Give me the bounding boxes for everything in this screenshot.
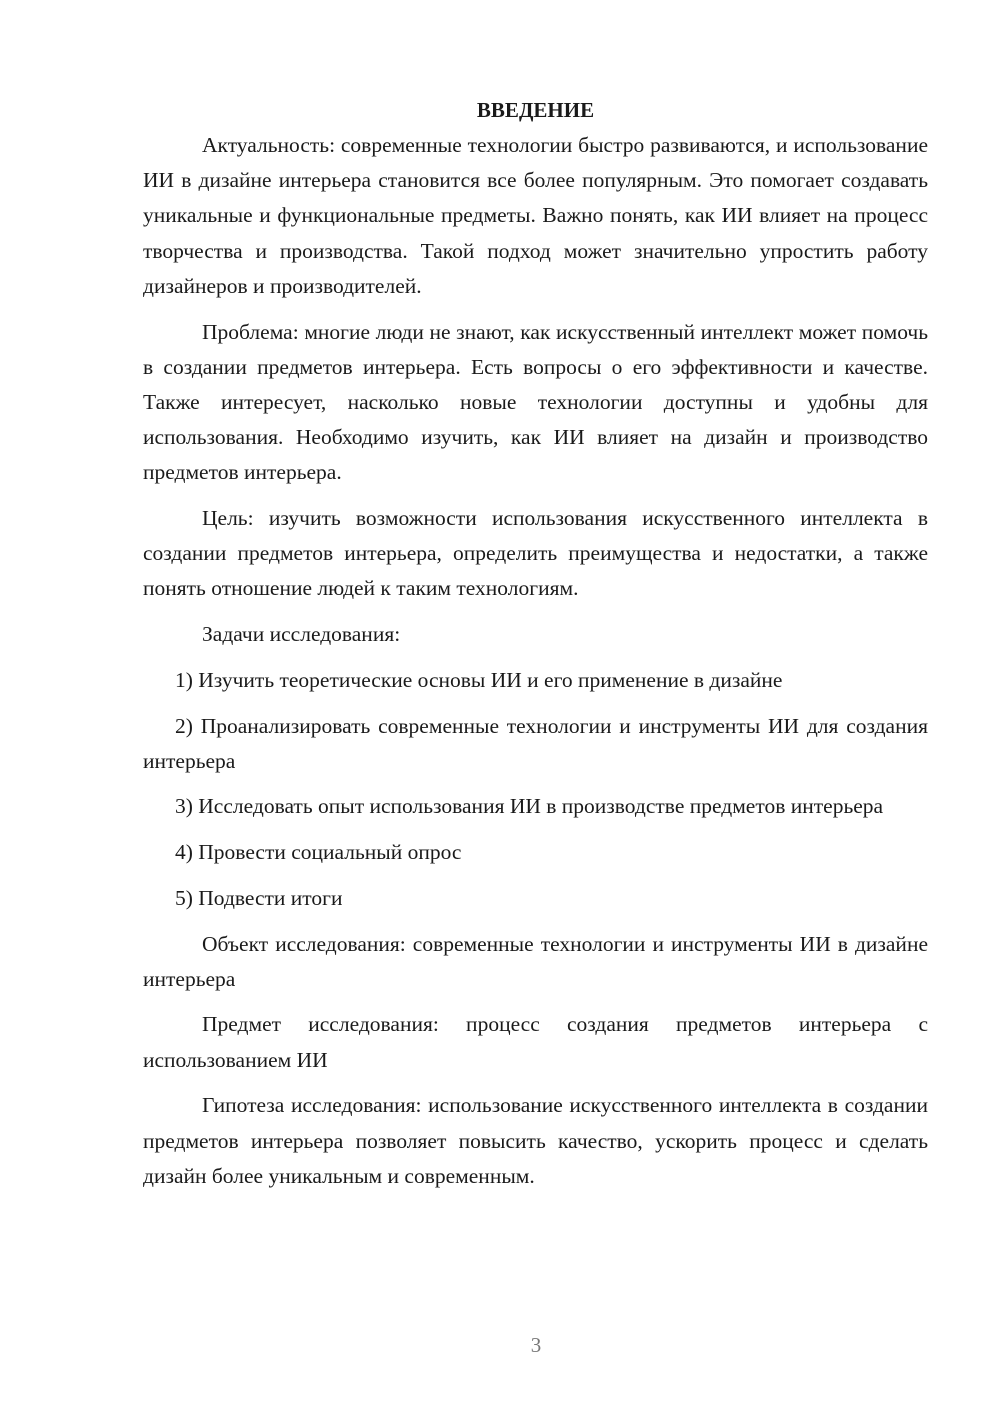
list-item-task-2: 2) Проанализировать современные технологии и инструменты ИИ для создания интерьера: [143, 713, 928, 773]
document-page: [143, 93, 928, 1194]
paragraph-subject: Предмет исследования: процесс создания предметов интерьера с использованием ИИ: [143, 1012, 928, 1072]
list-item-task-1: 1) Изучить теоретические основы ИИ и его применение в дизайне: [175, 667, 783, 692]
paragraph-object: Объект исследования: современные технологии и инструменты ИИ в дизайне интерьера: [143, 931, 928, 991]
paragraph-problem: Проблема: многие люди не знают, как искусственный интеллект может помочь в создании предметов интерьера. Есть вопросы о его эффективности и качестве. Также интересует, насколько новые технологии доступны и удобны для использования. Необходимо изучить, как ИИ влияет на дизайн и производство предметов интерьера.: [143, 319, 928, 485]
paragraph-relevance: Актуальность: современные технологии быстро развиваются, и использование ИИ в дизайне интерьера становится все более популярным. Это помогает создавать уникальные и функциональные предметы. Важно понять, как ИИ влияет на процесс творчества и производства. Такой подход может значительно упростить работу дизайнеров и производителей.: [143, 133, 928, 298]
list-item-task-3: 3) Исследовать опыт использования ИИ в производстве предметов интерьера: [175, 794, 884, 819]
paragraph-hypothesis: Гипотеза исследования: использование искусственного интеллекта в создании предметов интерьера позволяет повысить качество, ускорить процесс и сделать дизайн более уникальным и современным.: [143, 1093, 928, 1188]
page-title: ВВЕДЕНИЕ: [476, 98, 595, 122]
list-item-task-4: 4) Провести социальный опрос: [175, 840, 462, 865]
list-item-task-5: 5) Подвести итоги: [175, 885, 343, 910]
page-number: 3: [530, 1333, 542, 1357]
paragraph-tasks-heading: Задачи исследования:: [202, 622, 401, 647]
paragraph-goal: Цель: изучить возможности использования искусственного интеллекта в создании предметов интерьера, определить преимущества и недостатки, а также понять отношение людей к таким технологиям.: [143, 506, 928, 601]
